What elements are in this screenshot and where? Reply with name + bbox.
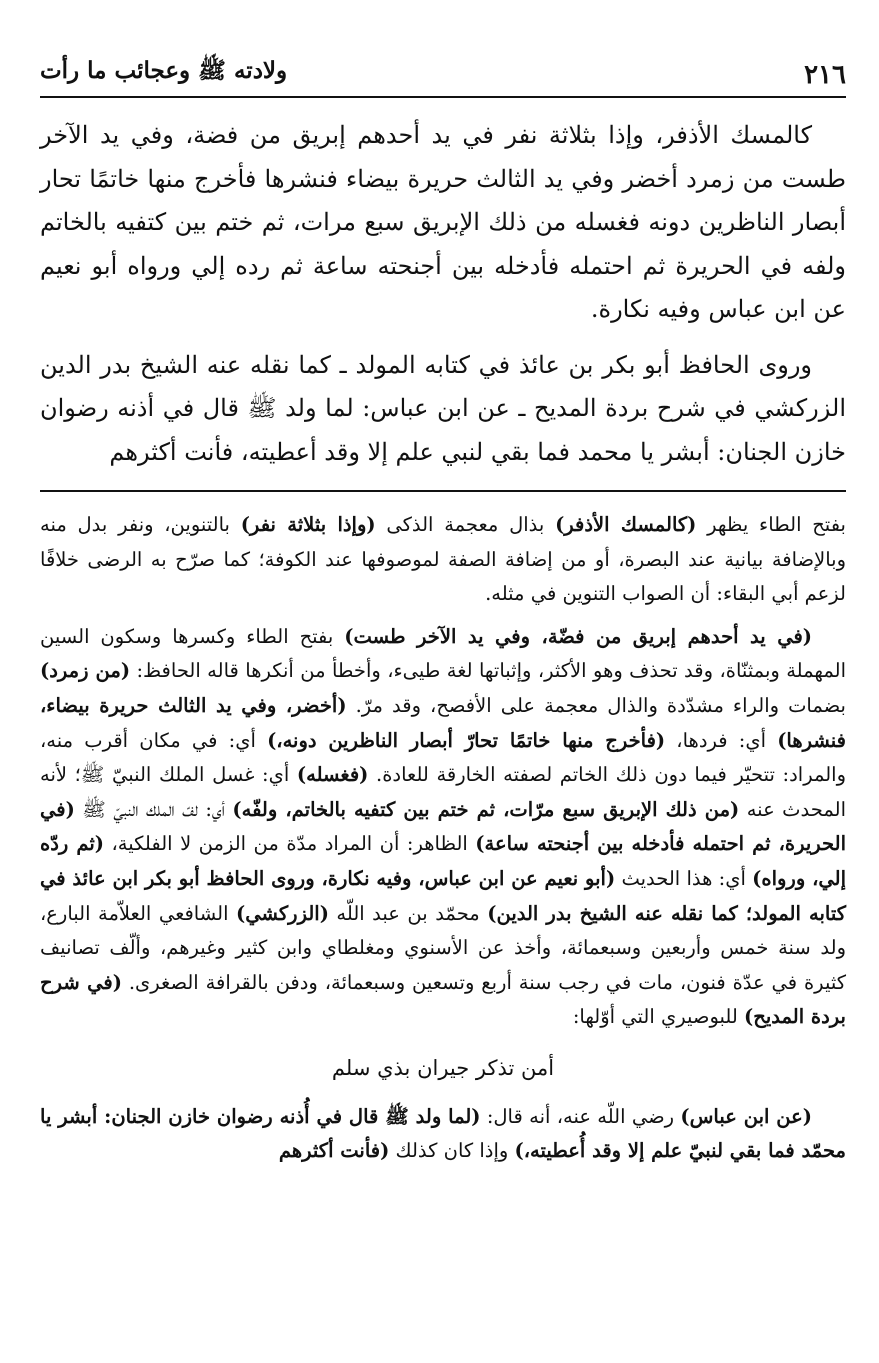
commentary [40, 508, 846, 1169]
commentary-text: رضي اللّه عنه، أنه قال: [480, 1104, 681, 1128]
commentary-quote: (فأخرج منها خاتمًا تحارّ أبصار الناظرين دونه،) [267, 728, 666, 752]
commentary-quote: (ثم ردّه إلي، ورواه) [40, 832, 846, 890]
commentary-quote: (عن ابن عباس) [680, 1104, 813, 1128]
commentary-quote: (في شرح بردة المديح) [40, 970, 846, 1029]
main-text [40, 114, 846, 474]
commentary-quote: (من ذلك الإبريق سبع مرّات، ثم ختم بين كتفيه بالخاتم، ولفّه) [232, 797, 740, 821]
commentary-quote: (في الحريرة، ثم احتمله فأدخله بين أجنحته ساعة) [40, 797, 846, 856]
commentary-quote: (فأنت أكثرهم [278, 1139, 390, 1163]
main-paragraph-1: كالمسك الأذفر، وإذا بثلاثة نفر في يد أحدهم إبريق من فضة، وفي يد الآخر طست من زمرد أخضر وفي يد الثالث حريرة بيضاء فنشرها فأخرج منها خاتمًا تحار أبصار الناظرين دونه فغسله من ذلك الإبريق سبع مرات، ثم ختم بين كتفيه بالخاتم ولفه في الحريرة ثم احتمله فأدخله بين أجنحته ساعة ثم رده إلي ورواه أبو نعيم عن ابن عباس وفيه نكارة. [40, 121, 846, 323]
commentary-quote: (أبو نعيم عن ابن عباس، وفيه نكارة، وروى الحافظ أبو بكر ابن عائذ في كتابه المولد؛ كما نقله عنه الشيخ بدر الدين) [40, 866, 846, 925]
commentary-text: بذال معجمة الذكى [375, 513, 556, 536]
commentary-quote: (وإذا بثلاثة نفر) [240, 513, 376, 536]
commentary-text: أي: غسل الملك النبيّ ﷺ؛ لأنه المحدث عنه [40, 763, 846, 821]
commentary-text: بضمات والراء مشدّدة والذال معجمة على الأفصح، وقد مرّ. [346, 693, 846, 717]
main-paragraph-2: وروى الحافظ أبو بكر بن عائذ في كتابه المولد ـ كما نقله عنه الشيخ بدر الدين الزركشي في شرح بردة المديح ـ عن ابن عباس: لما ولد ﷺ قال في أذنه رضوان خازن الجنان: أبشر يا محمد فما بقي لنبي علم إلا وقد أعطيته، فأنت أكثرهم [40, 350, 846, 466]
commentary-text: أي: في مكان أقرب منه، والمراد: تتحيّر فيما دون ذلك الخاتم لصفته الخارقة للعادة. [40, 728, 847, 787]
commentary-quote: (الزركشي) [236, 901, 329, 925]
commentary-quote: (فغسله) [296, 763, 369, 787]
commentary-text: أي: فردها، [665, 728, 778, 752]
commentary-text: أي: هذا الحديث [615, 866, 753, 890]
page-number: ٢١٦ [804, 60, 846, 90]
commentary-quote: (لما ولد ﷺ قال في أُذنه رضوان خازن الجنان: أبشر يا محمّد فما بقي لنبيّ علم إلا وقد أُعطيته،) [40, 1104, 846, 1163]
commentary-text: أي: لفّ الملك النبيّ ﷺ [74, 797, 233, 821]
commentary-text: للبوصيري التي أوّلها: [572, 1005, 744, 1029]
commentary-text: الشافعي العلاّمة البارع، ولد سنة خمس وأربعين وسبعمائة، وأخذ عن الأسنوي ومغلطاي وابن كثير وغيرهم، وألّف تصانيف كثيرة في عدّة فنون، مات في رجب سنة أربع وتسعين وسبعمائة، ودفن بالقرافة الصغرى. [40, 901, 846, 994]
commentary-text: الظاهر: أن المراد مدّة من الزمن لا الفلكية، [104, 832, 476, 856]
commentary-text: بفتح الطاء وكسرها وسكون السين المهملة وبمثنّاة، وقد تحذف وهو الأكثر، وإثباتها لغة طيىء، وأخطأ من أنكرها قاله الحافظ: [40, 624, 847, 683]
commentary-quote: (أخضر، وفي يد الثالث حريرة بيضاء، فنشرها) [40, 693, 846, 752]
commentary-text: بفتح الطاء يظهر [696, 513, 846, 536]
commentary-quote: (في يد أحدهم إبريق من فضّة، وفي يد الآخر طست) [344, 624, 812, 648]
poem-verse: أمن تذكر جيران بذي سلم [331, 1055, 555, 1080]
commentary-paragraph-3 [40, 1100, 846, 1169]
commentary-text: محمّد بن عبد اللّه [328, 901, 488, 925]
commentary-quote: (من زمرد) [40, 659, 131, 683]
footnote-divider [40, 490, 846, 492]
commentary-text: وإذا كان كذلك [389, 1139, 515, 1163]
document-page [40, 0, 846, 1363]
page-header [40, 50, 846, 98]
commentary-paragraph-1 [40, 508, 846, 612]
commentary-paragraph-2 [40, 620, 846, 1035]
running-title: ولادته ﷺ وعجائب ما رأت [40, 57, 288, 84]
commentary-text: بالتنوين، ونفر بدل منه وبالإضافة بيانية عند البصرة، أو من إضافة الصفة لموصوفها عند الكوفة؛ كما صرّح به الرضى خلافًا لزعم أبي البقاء: أن الصواب التنوين في مثله. [40, 513, 846, 606]
commentary-quote: (كالمسك الأذفر) [555, 513, 697, 536]
